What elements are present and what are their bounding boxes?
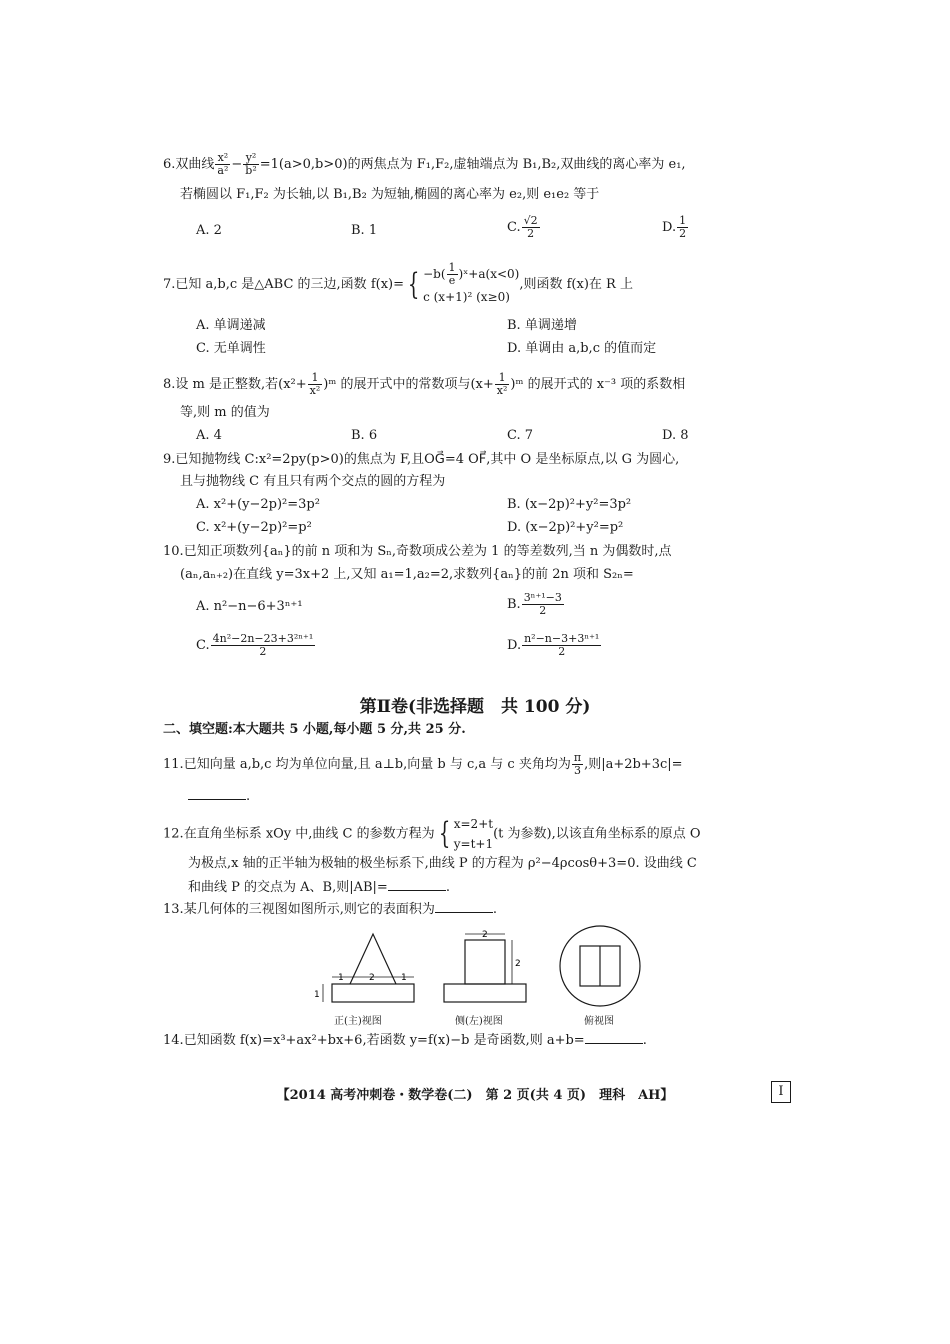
frac-den: 2 bbox=[558, 645, 566, 658]
q6-option-c bbox=[507, 215, 541, 240]
front-label-2: 2 bbox=[369, 973, 375, 983]
q9-option-c: C. x²+(y−2p)²=p² bbox=[196, 520, 312, 535]
frac-den: 2 bbox=[679, 227, 687, 240]
q11-answer-line bbox=[188, 787, 250, 806]
front-label-1b: 1 bbox=[401, 973, 407, 983]
q12-case-1: x=2+t bbox=[453, 817, 494, 831]
q8-text: (x²+ bbox=[278, 377, 307, 392]
frac-den: x² bbox=[496, 384, 508, 397]
frac-den: 2 bbox=[527, 227, 535, 240]
q6-c-fraction bbox=[522, 215, 540, 240]
q14-line1 bbox=[163, 1031, 647, 1050]
top-view bbox=[560, 926, 640, 1006]
q14-text: 已知函数 f(x)=x³+ax²+bx+6,若函数 y=f(x)−b 是奇函数,则 a+b= bbox=[183, 1033, 585, 1048]
frac-den: 3 bbox=[573, 764, 581, 777]
q7-text-post: ,则函数 f(x)在 R 上 bbox=[519, 277, 633, 292]
q7-option-c: C. 无单调性 bbox=[196, 341, 266, 356]
q9-option-a: A. x²+(y−2p)²=3p² bbox=[196, 497, 320, 512]
frac-den: a² bbox=[217, 164, 229, 177]
q10-line2: (aₙ,aₙ₊₂)在直线 y=3x+2 上,又知 a₁=1,a₂=2,求数列{aₙ}的前 2n 项和 S₂ₙ= bbox=[180, 567, 634, 582]
q9-option-d: D. (x−2p)²+y²=p² bbox=[507, 520, 624, 535]
q10-b-fraction bbox=[522, 592, 564, 617]
q7-line1 bbox=[163, 262, 633, 307]
option-letter: C. bbox=[507, 220, 521, 235]
q12-line2: 为极点,x 轴的正半轴为极轴的极坐标系下,曲线 P 的方程为 ρ²−4ρcosθ+3=0. 设曲线 C bbox=[188, 856, 697, 871]
frac-num: 1 bbox=[495, 372, 510, 385]
frac-den: x² bbox=[309, 384, 321, 397]
frac-num: π bbox=[573, 751, 582, 764]
three-view-figure bbox=[310, 922, 650, 1010]
q7-option-d: D. 单调由 a,b,c 的值而定 bbox=[507, 341, 657, 356]
option-letter: D. bbox=[507, 638, 522, 653]
q6-line2: 若椭圆以 F₁,F₂ 为长轴,以 B₁,B₂ 为短轴,椭圆的离心率为 e₂,则 e₁e₂ 等于 bbox=[180, 187, 600, 202]
frac-num: 1 bbox=[448, 261, 456, 274]
q8-option-b: B. 6 bbox=[351, 428, 378, 443]
q11-text: 已知向量 a,b,c 均为单位向量,且 a⊥b,向量 b 与 c,a 与 c 夹角均为 bbox=[183, 757, 571, 772]
q6-text-post: =1(a>0,b>0)的两焦点为 F₁,F₂,虚轴端点为 B₁,B₂,双曲线的离心率为 e₁, bbox=[259, 157, 686, 172]
front-label-height: 1 bbox=[314, 990, 320, 1000]
q12-line1 bbox=[163, 814, 701, 854]
q7-case-2: c (x+1)² (x≥0) bbox=[423, 290, 510, 304]
q10-d-fraction bbox=[522, 633, 601, 658]
frac-den: 2 bbox=[539, 604, 547, 617]
front-view bbox=[323, 934, 414, 1002]
q10-line1 bbox=[163, 543, 671, 561]
q13-line1 bbox=[163, 900, 497, 919]
q12-case-2: y=t+1 bbox=[453, 837, 494, 851]
option-letter: D. bbox=[662, 220, 677, 235]
frac-num: x² bbox=[215, 152, 230, 165]
q7-text: 已知 a,b,c 是△ABC 的三边,函数 f(x)= bbox=[175, 277, 404, 292]
q8-option-a: A. 4 bbox=[196, 428, 222, 443]
q6-line1 bbox=[163, 152, 686, 177]
frac-num: 1 bbox=[308, 372, 323, 385]
q12-text-post: (t 为参数),以该直角坐标系的原点 O bbox=[493, 826, 701, 842]
q13-number: 13. bbox=[163, 902, 184, 917]
q8-option-d: D. 8 bbox=[662, 428, 689, 443]
q14-answer-blank[interactable] bbox=[585, 1031, 643, 1044]
q11-line1 bbox=[163, 752, 683, 777]
q8-number: 8. bbox=[163, 377, 176, 392]
q11-number: 11. bbox=[163, 757, 184, 772]
q6-d-fraction bbox=[677, 215, 688, 240]
q11-fraction bbox=[572, 752, 583, 777]
front-label-1: 1 bbox=[338, 973, 344, 983]
q14-number: 14. bbox=[163, 1033, 184, 1048]
left-brace: { bbox=[438, 816, 450, 851]
side-label-width: 2 bbox=[482, 930, 488, 940]
q11-answer-blank[interactable] bbox=[188, 787, 246, 800]
case-text: ˣ+a(x<0) bbox=[463, 267, 520, 281]
side-view bbox=[444, 934, 526, 1002]
side-upper-rect bbox=[465, 940, 505, 984]
frac-den: e bbox=[448, 274, 456, 287]
option-letter: B. bbox=[507, 597, 521, 612]
q6-text: 双曲线 bbox=[175, 157, 215, 172]
q10-c-fraction bbox=[211, 633, 316, 658]
option-letter: C. bbox=[196, 638, 210, 653]
q8-option-c: C. 7 bbox=[507, 428, 534, 443]
side-base-rect bbox=[444, 984, 526, 1002]
period: . bbox=[492, 902, 497, 917]
q8-line1 bbox=[163, 372, 685, 397]
q12-line3 bbox=[188, 878, 450, 897]
q6-number: 6. bbox=[163, 157, 176, 172]
frac-num: √2 bbox=[523, 214, 538, 227]
section-subtitle: 二、填空题:本大题共 5 小题,每小题 5 分,共 25 分. bbox=[163, 722, 466, 737]
q8-fraction-1 bbox=[308, 372, 323, 397]
period: . bbox=[445, 880, 450, 895]
q10-number: 10. bbox=[163, 544, 184, 559]
frac-den: b² bbox=[245, 164, 257, 177]
q10-option-d bbox=[507, 633, 602, 658]
case-text: −b bbox=[423, 267, 441, 281]
q7-piecewise bbox=[423, 262, 519, 307]
paper-mark-box: I bbox=[771, 1081, 791, 1103]
q9-number: 9. bbox=[163, 452, 176, 467]
q7-option-b: B. 单调递增 bbox=[507, 318, 577, 333]
frac-num: n²−n−3+3ⁿ⁺¹ bbox=[524, 632, 600, 645]
q9-option-b: B. (x−2p)²+y²=3p² bbox=[507, 497, 632, 512]
q10-option-c bbox=[196, 633, 316, 658]
q12-answer-blank[interactable] bbox=[388, 878, 446, 891]
q8-text: )ᵐ 的展开式中的常数项与(x+ bbox=[323, 377, 494, 392]
q7-number: 7. bbox=[163, 277, 176, 292]
q8-text: 设 m 是正整数,若 bbox=[175, 377, 279, 392]
q6-option-b: B. 1 bbox=[351, 223, 378, 238]
q10-option-b bbox=[507, 592, 565, 617]
frac-num: 3ⁿ⁺¹−3 bbox=[523, 591, 562, 604]
left-brace: { bbox=[407, 266, 420, 302]
q10-text: 已知正项数列{aₙ}的前 n 项和为 Sₙ,奇数项成公差为 1 的等差数列,当 n 为偶数时,点 bbox=[183, 544, 672, 559]
side-label-height: 2 bbox=[515, 959, 521, 969]
q6-fraction-1 bbox=[215, 152, 230, 177]
period: . bbox=[246, 789, 251, 804]
page-footer: 【2014 高考冲刺卷・数学卷(二) 第 2 页(共 4 页) 理科 AH】 bbox=[276, 1088, 674, 1103]
q9-line1 bbox=[163, 451, 679, 469]
q8-line2: 等,则 m 的值为 bbox=[180, 405, 270, 420]
q12-param-system bbox=[454, 814, 493, 854]
q7-option-a: A. 单调递减 bbox=[196, 318, 266, 333]
q12-number: 12. bbox=[163, 826, 184, 842]
minus-sign: − bbox=[231, 157, 243, 172]
q8-text-post: )ᵐ 的展开式的 x⁻³ 项的系数相 bbox=[510, 377, 686, 392]
q13-text: 某几何体的三视图如图所示,则它的表面积为 bbox=[183, 902, 435, 917]
q6-fraction-2 bbox=[243, 152, 258, 177]
front-view-caption: 正(主)视图 bbox=[334, 1016, 382, 1027]
side-view-caption: 侧(左)视图 bbox=[455, 1016, 503, 1027]
frac-den: 2 bbox=[259, 645, 267, 658]
q12-text: 在直角坐标系 xOy 中,曲线 C 的参数方程为 bbox=[183, 826, 435, 842]
section-title: 第Ⅱ卷(非选择题 共 100 分) bbox=[359, 697, 591, 717]
q9-text: 已知抛物线 C:x²=2py(p>0)的焦点为 F,且OG⃗=4 OF⃗,其中 O 是坐标原点,以 G 为圆心, bbox=[175, 452, 680, 467]
q11-text-post: ,则|a+2b+3c|= bbox=[584, 757, 683, 772]
q7-case-fraction bbox=[447, 262, 458, 287]
frac-num: 4n²−2n−23+3²ⁿ⁺¹ bbox=[212, 632, 314, 645]
frac-num: 1 bbox=[679, 214, 687, 227]
top-view-caption: 俯视图 bbox=[584, 1016, 614, 1027]
q9-line2: 且与抛物线 C 有且只有两个交点的圆的方程为 bbox=[180, 474, 446, 489]
q6-option-a: A. 2 bbox=[196, 223, 222, 238]
q10-option-a: A. n²−n−6+3ⁿ⁺¹ bbox=[196, 599, 303, 614]
period: . bbox=[642, 1033, 647, 1048]
frac-num: y² bbox=[243, 152, 258, 165]
q12-text: 和曲线 P 的交点为 A、B,则|AB|= bbox=[188, 880, 388, 895]
front-base-rect bbox=[332, 984, 414, 1002]
q13-answer-blank[interactable] bbox=[435, 900, 493, 913]
q7-case-1: −b( $\frac{1}{e}$ )ˣ+a(x<0) bbox=[423, 261, 520, 287]
q6-option-d bbox=[662, 215, 689, 240]
q8-fraction-2 bbox=[495, 372, 510, 397]
